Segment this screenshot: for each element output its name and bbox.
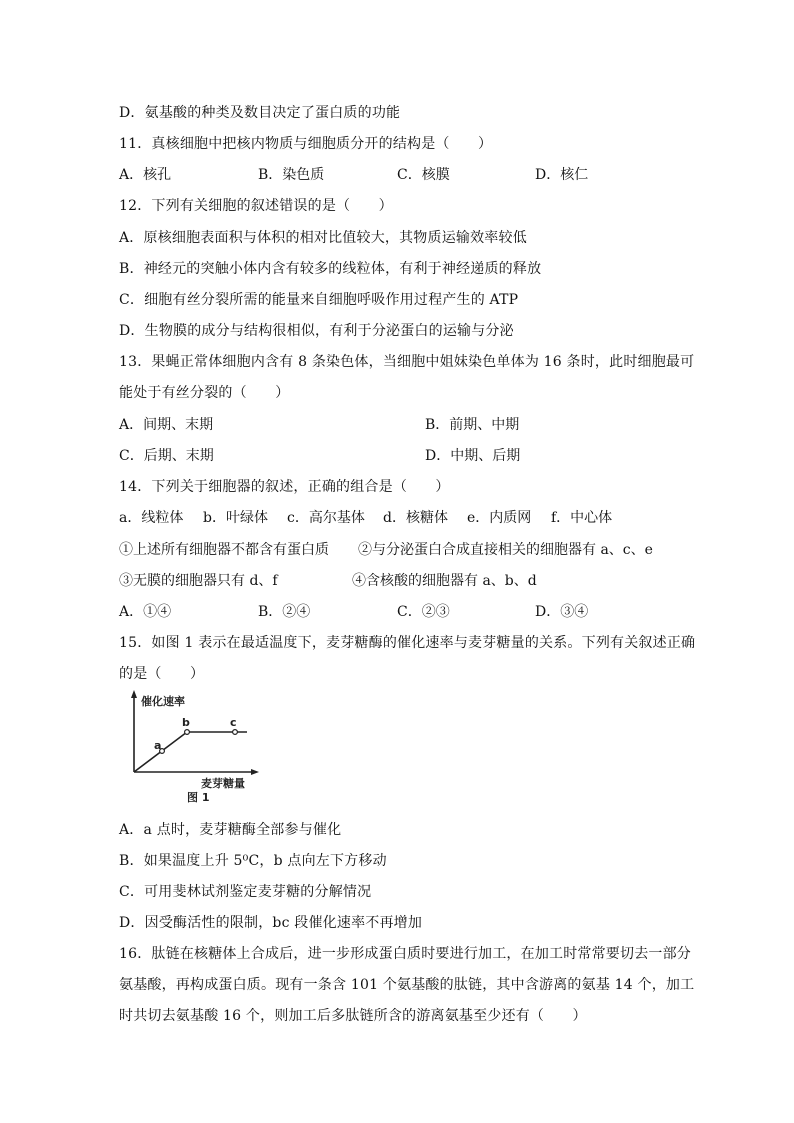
q12-option-b: B．神经元的突触小体内含有较多的线粒体，有利于神经递质的释放 xyxy=(119,261,542,277)
q12-option-a: A．原核细胞表面积与体积的相对比值较大，其物质运输效率较低 xyxy=(119,230,527,246)
q14-organelle-d: d．核糖体 xyxy=(383,510,448,526)
q14-option-a: A．①④ xyxy=(119,604,172,620)
q16-line1: 16．肽链在核糖体上合成后，进一步形成蛋白质时要进行加工，在加工时常常要切去一部分 xyxy=(119,946,692,962)
q12-option-d: D．生物膜的成分与结构很相似，有利于分泌蛋白的运输与分泌 xyxy=(119,323,514,339)
q11-option-d: D．核仁 xyxy=(535,167,589,183)
q13-option-d: D．中期、后期 xyxy=(425,448,521,464)
figure-1 xyxy=(119,688,269,808)
q11-stem: 11．真核细胞中把核内物质与细胞质分开的结构是（ ） xyxy=(119,136,493,152)
q15-option-d: D．因受酶活性的限制，bc 段催化速率不再增加 xyxy=(119,915,423,931)
q15-option-c: C．可用斐林试剂鉴定麦芽糖的分解情况 xyxy=(119,884,372,900)
q14-organelle-a: a．线粒体 xyxy=(119,510,184,526)
q15-option-a: A．a 点时，麦芽糖酶全部参与催化 xyxy=(119,822,342,838)
point-b-label: b xyxy=(182,716,190,729)
q14-organelle-b: b．叶绿体 xyxy=(203,510,268,526)
point-a-label: a xyxy=(154,739,162,752)
q14-option-b: B．②④ xyxy=(258,604,311,620)
rate-curve xyxy=(134,732,247,772)
q14-statement-3: ③无膜的细胞器只有 d、f xyxy=(119,573,278,589)
q14-option-d: D．③④ xyxy=(535,604,589,620)
q14-organelle-c: c．高尔基体 xyxy=(287,510,365,526)
q14-statement-4: ④含核酸的细胞器有 a、b、d xyxy=(352,573,537,589)
q11-option-c: C．核膜 xyxy=(397,167,450,183)
q14-stem: 14．下列关于细胞器的叙述，正确的组合是（ ） xyxy=(119,479,450,495)
q15-stem-line2: 的是（ ） xyxy=(119,666,205,682)
point-c-label: c xyxy=(230,716,237,729)
y-axis-arrow xyxy=(131,690,137,698)
point-b xyxy=(185,730,190,735)
q16-line3: 时共切去氨基酸 16 个，则加工后多肽链所含的游离氨基至少还有（ ） xyxy=(119,1008,587,1024)
x-axis-label: 麦芽糖量 xyxy=(201,777,245,790)
figure-1-graph xyxy=(119,688,269,808)
q13-option-b: B．前期、中期 xyxy=(425,417,520,433)
y-axis-label: 催化速率 xyxy=(141,695,185,708)
q12-stem: 12．下列有关细胞的叙述错误的是（ ） xyxy=(119,198,393,214)
q13-stem-line2: 能处于有丝分裂的（ ） xyxy=(119,385,290,401)
q15-stem-line1: 15．如图 1 表示在最适温度下，麦芽糖酶的催化速率与麦芽糖量的关系。下列有关叙述正确 xyxy=(119,635,696,651)
q13-option-a: A．间期、末期 xyxy=(119,417,214,433)
x-axis-arrow xyxy=(251,769,259,775)
q14-organelle-e: e．内质网 xyxy=(467,510,532,526)
q14-option-c: C．②③ xyxy=(397,604,450,620)
q16-line2: 氨基酸，再构成蛋白质。现有一条含 101 个氨基酸的肽链，其中含游离的氨基 14 个，加工 xyxy=(119,977,695,993)
q15-option-b: B．如果温度上升 5⁰C，b 点向左下方移动 xyxy=(119,853,387,869)
q13-option-c: C．后期、末期 xyxy=(119,448,214,464)
q14-statement-1: ①上述所有细胞器不都含有蛋白质 xyxy=(119,542,329,558)
q10-option-d: D．氨基酸的种类及数目决定了蛋白质的功能 xyxy=(119,105,401,121)
figure-caption: 图 1 xyxy=(187,791,210,804)
q11-option-b: B．染色质 xyxy=(258,167,325,183)
q14-organelle-f: f．中心体 xyxy=(551,510,613,526)
q13-stem-line1: 13．果蝇正常体细胞内含有 8 条染色体，当细胞中姐妹染色单体为 16 条时，此时细胞最可 xyxy=(119,354,695,370)
point-c xyxy=(233,730,238,735)
q14-statement-2: ②与分泌蛋白合成直接相关的细胞器有 a、c、e xyxy=(358,542,653,558)
q11-option-a: A．核孔 xyxy=(119,167,172,183)
q12-option-c: C．细胞有丝分裂所需的能量来自细胞呼吸作用过程产生的 ATP xyxy=(119,292,519,308)
